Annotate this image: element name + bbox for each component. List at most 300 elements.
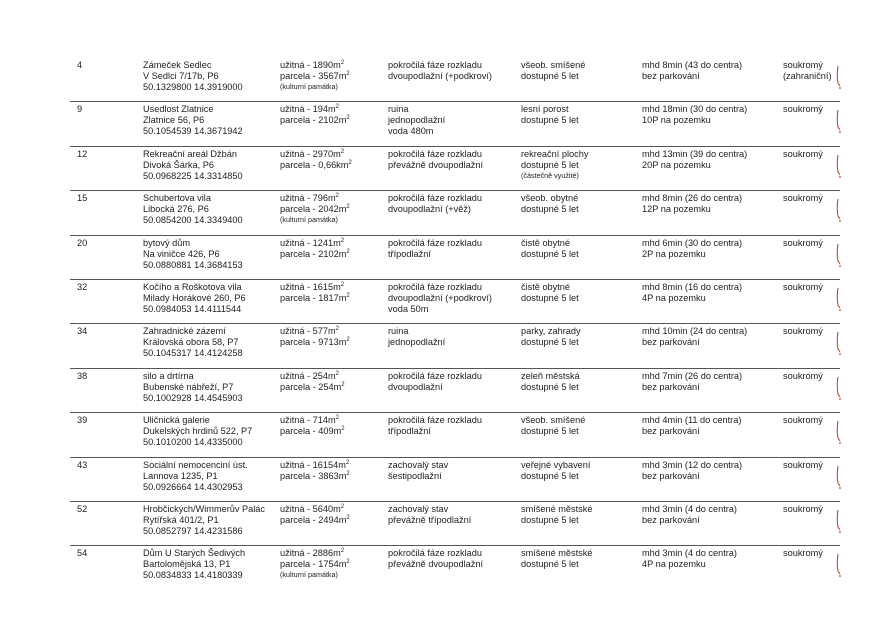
site-name-address: [143, 504, 265, 537]
parcela-area: [280, 204, 350, 215]
ownership: [783, 149, 823, 160]
state-line: pokročilá fáze rozkladu: [388, 237, 482, 248]
site-coordinates: 50.0968225 14.3314850: [143, 170, 243, 181]
land-use: [521, 104, 579, 126]
row-divider: [70, 457, 840, 458]
building-state: [388, 149, 483, 171]
site-id: 4: [77, 60, 83, 70]
row-divider: [70, 146, 840, 147]
site-name: Hrobčických/Wimmerův Palác: [143, 504, 266, 514]
owner-line: (zahraniční): [783, 71, 832, 81]
site-address: V Sedlci 7/17b, P6: [143, 71, 219, 81]
transport-info: [642, 149, 747, 171]
owner-line: soukromý: [783, 104, 823, 115]
state-line: pokročilá fáze rozkladu: [388, 60, 482, 70]
row-divider: [70, 501, 840, 502]
transport-line: mhd 13min (39 do centra): [642, 148, 748, 159]
use-line: zeleň městská: [521, 370, 580, 381]
state-line: jednopodlažní: [388, 115, 446, 126]
area-unit-exponent: 2: [340, 282, 345, 288]
state-line: třípodlažní: [388, 248, 431, 259]
site-coordinates: 50.1045317 14.4124258: [143, 348, 243, 359]
table-row: [70, 238, 840, 282]
uzitna-area: [280, 149, 352, 160]
site-name: Rekreační areál Džbán: [143, 148, 237, 159]
parcela-area: [280, 71, 350, 82]
area-unit-exponent: 2: [348, 159, 352, 166]
use-line: dostupné 5 let: [521, 115, 579, 126]
building-state: [388, 548, 483, 570]
site-address: Zlatnice 56, P6: [143, 115, 205, 126]
site-area: [280, 104, 350, 126]
parcela-area: [280, 293, 350, 304]
uzitna-value: užitná - 16154m: [280, 459, 346, 470]
area-unit-exponent: 2: [335, 415, 340, 422]
parcela-value: parcela - 1754m: [280, 559, 347, 570]
use-line: všeob. smíšené: [521, 415, 586, 426]
parcela-area: [280, 426, 345, 437]
uzitna-value: užitná - 1890m: [280, 60, 341, 70]
site-coordinates: 50.1054539 14.3671942: [143, 126, 243, 137]
red-mark-icon: [836, 153, 842, 179]
site-id: 54: [77, 548, 88, 559]
use-line: veřejné vybavení: [521, 459, 591, 470]
uzitna-area: [280, 60, 350, 71]
transport-line: mhd 3min (4 do centra): [642, 548, 737, 559]
site-coordinates: 50.1010200 14.4335000: [143, 437, 243, 448]
transport-line: bez parkování: [642, 426, 700, 437]
site-area: [280, 149, 352, 171]
state-line: voda 50m: [388, 304, 429, 314]
use-line: smíšené městské: [521, 548, 593, 559]
transport-line: 12P na pozemku: [642, 204, 711, 215]
building-state: [388, 193, 482, 215]
row-divider: [70, 323, 840, 324]
use-line: všeob. obytné: [521, 193, 579, 204]
site-name: bytový dům: [143, 237, 190, 248]
area-unit-exponent: 2: [335, 370, 340, 377]
use-line: dostupné 5 let: [521, 159, 579, 170]
transport-line: bez parkování: [642, 71, 700, 81]
transport-line: 10P na pozemku: [642, 115, 711, 126]
site-area: [280, 60, 350, 92]
red-mark-icon: [836, 64, 842, 90]
transport-line: 4P na pozemku: [642, 559, 706, 570]
building-state: [388, 326, 445, 348]
use-line: dostupné 5 let: [521, 381, 579, 392]
site-area: [280, 371, 345, 393]
site-id: 9: [77, 104, 83, 115]
area-unit-exponent: 2: [335, 326, 340, 333]
use-line: dostupné 5 let: [521, 559, 579, 570]
site-id: 15: [77, 193, 88, 204]
building-state: [388, 371, 482, 393]
transport-info: [642, 60, 742, 82]
parcela-area: [280, 559, 350, 570]
parcela-value: parcela - 0,66km: [280, 159, 349, 170]
area-unit-exponent: 2: [341, 426, 345, 433]
row-divider: [70, 101, 840, 102]
uzitna-value: užitná - 714m: [280, 415, 336, 426]
transport-info: [642, 415, 741, 437]
transport-line: mhd 18min (30 do centra): [642, 104, 748, 115]
use-line: rekreační plochy: [521, 148, 589, 159]
site-area: [280, 504, 350, 526]
transport-line: mhd 3min (4 do centra): [642, 504, 737, 514]
parcela-area: [280, 249, 350, 260]
site-id: 32: [77, 282, 88, 292]
transport-line: mhd 7min (26 do centra): [642, 370, 743, 381]
ownership: [783, 326, 823, 337]
area-unit-exponent: 2: [346, 71, 350, 77]
state-line: pokročilá fáze rozkladu: [388, 148, 482, 159]
area-unit-exponent: 2: [346, 115, 350, 122]
site-name-address: [143, 149, 243, 182]
site-id: 43: [77, 459, 88, 470]
state-line: dvoupodlažní (+podkroví): [388, 71, 492, 81]
land-use: [521, 238, 579, 260]
heritage-note: (kulturní památka): [280, 570, 338, 580]
table-row: [70, 371, 840, 415]
parcela-value: parcela - 254m: [280, 381, 342, 392]
parcela-value: parcela - 2042m: [280, 204, 347, 215]
uzitna-area: [280, 415, 345, 426]
site-name-address: [143, 238, 243, 271]
site-address: Lannova 1235, P1: [143, 470, 218, 481]
use-line: dostupné 5 let: [521, 337, 579, 348]
ownership: [783, 415, 823, 426]
uzitna-area: [280, 104, 350, 115]
ownership: [783, 282, 823, 293]
transport-line: mhd 4min (11 do centra): [642, 415, 742, 426]
site-name: Sociální nemocenciní úst.: [143, 459, 248, 470]
parcela-value: parcela - 2102m: [280, 115, 347, 126]
transport-line: mhd 8min (43 do centra): [642, 60, 743, 70]
transport-info: [642, 193, 742, 215]
site-name-address: [143, 60, 243, 93]
site-area: [280, 415, 345, 437]
building-state: [388, 104, 445, 137]
site-address: Milady Horákové 260, P6: [143, 293, 246, 303]
site-name: Schubertova vila: [143, 193, 211, 204]
uzitna-area: [280, 548, 350, 559]
table-row: [70, 460, 840, 504]
area-unit-exponent: 2: [345, 459, 350, 466]
state-line: pokročilá fáze rozkladu: [388, 282, 482, 292]
use-line: dostupné 5 let: [521, 293, 579, 303]
site-address: Divoká Šárka, P6: [143, 159, 214, 170]
state-line: voda 480m: [388, 126, 434, 137]
state-line: šestipodlažní: [388, 470, 442, 481]
transport-info: [642, 238, 742, 260]
site-name-address: [143, 548, 245, 581]
use-line: čistě obytné: [521, 237, 571, 248]
site-address: Bubenské nábřeží, P7: [143, 381, 234, 392]
site-address: Na viničce 426, P6: [143, 248, 220, 259]
transport-line: mhd 3min (12 do centra): [642, 459, 743, 470]
ownership: [783, 371, 823, 382]
area-unit-exponent: 2: [346, 248, 350, 255]
table-row: [70, 548, 840, 592]
owner-line: soukromý: [783, 415, 823, 426]
parcela-value: parcela - 409m: [280, 426, 342, 437]
land-use: [521, 415, 585, 437]
site-coordinates: 50.0852797 14.4231586: [143, 526, 243, 536]
transport-info: [642, 371, 742, 393]
red-mark-icon: [836, 508, 842, 534]
site-name: Kočího a Roškotova vila: [143, 282, 242, 292]
use-line: všeob. smíšené: [521, 60, 586, 70]
transport-line: 2P na pozemku: [642, 248, 706, 259]
site-name: Zahradnické zázemí: [143, 326, 226, 337]
row-divider: [70, 235, 840, 236]
ownership: [783, 548, 823, 559]
transport-line: mhd 10min (24 do centra): [642, 326, 748, 337]
row-divider: [70, 279, 840, 280]
transport-info: [642, 548, 737, 570]
use-line: dostupné 5 let: [521, 248, 579, 259]
uzitna-area: [280, 193, 350, 204]
site-area: [280, 193, 350, 225]
heritage-note: (kulturní památka): [280, 215, 338, 225]
heritage-note: (kulturní památka): [280, 82, 338, 91]
site-address: Královská obora 58, P7: [143, 337, 239, 348]
row-divider: [70, 368, 840, 369]
ownership: [783, 238, 823, 249]
land-use: [521, 282, 579, 304]
use-line: dostupné 5 let: [521, 204, 579, 215]
row-divider: [70, 412, 840, 413]
state-line: pokročilá fáze rozkladu: [388, 548, 482, 559]
parcela-area: [280, 337, 350, 348]
site-coordinates: 50.0880881 14.3684153: [143, 259, 243, 270]
area-unit-exponent: 2: [335, 193, 340, 200]
red-mark-icon: [836, 464, 842, 490]
site-id: 20: [77, 237, 88, 248]
site-address: Dukelských hrdinů 522, P7: [143, 426, 253, 437]
transport-info: [642, 104, 747, 126]
row-divider: [70, 545, 840, 546]
area-unit-exponent: 2: [340, 60, 345, 66]
site-name-address: [143, 371, 243, 404]
uzitna-area: [280, 504, 350, 515]
row-divider: [70, 190, 840, 191]
state-line: dvoupodlažní (+podkroví): [388, 293, 492, 303]
state-line: pokročilá fáze rozkladu: [388, 193, 482, 204]
uzitna-value: užitná - 796m: [280, 193, 336, 204]
parcela-value: parcela - 3567m: [280, 71, 347, 81]
area-unit-exponent: 2: [346, 293, 350, 299]
table-row: [70, 326, 840, 370]
owner-line: soukromý: [783, 148, 823, 159]
state-line: převážně dvoupodlažní: [388, 159, 484, 170]
site-name: Dům U Starých Šedivých: [143, 548, 246, 559]
site-name: Usedlost Zlatnice: [143, 104, 214, 115]
site-name-address: [143, 282, 246, 315]
state-line: převážně třípodlažní: [388, 515, 472, 525]
owner-line: soukromý: [783, 548, 823, 559]
owner-line: soukromý: [783, 370, 823, 381]
ownership: [783, 460, 823, 471]
site-id: 38: [77, 370, 88, 381]
transport-info: [642, 460, 742, 482]
transport-line: bez parkování: [642, 381, 700, 392]
parcela-value: parcela - 1817m: [280, 293, 347, 303]
site-name: silo a drtírna: [143, 370, 194, 381]
site-coordinates: 50.1002928 14.4545903: [143, 392, 243, 403]
ownership: [783, 104, 823, 115]
transport-line: bez parkování: [642, 470, 700, 481]
table-row: [70, 282, 840, 326]
owner-line: soukromý: [783, 60, 823, 70]
site-coordinates: 50.0984053 14.4111544: [143, 304, 242, 314]
red-mark-icon: [836, 552, 842, 578]
site-coordinates: 50.0926664 14.4302953: [143, 481, 243, 492]
site-name: Uličnická galerie: [143, 415, 210, 426]
use-note: (částečně využité): [521, 170, 579, 180]
table-row: [70, 149, 840, 193]
uzitna-value: užitná - 2886m: [280, 548, 341, 559]
transport-info: [642, 504, 737, 526]
uzitna-area: [280, 282, 350, 293]
site-name-address: [143, 193, 243, 226]
site-address: Bartolomějská 13, P1: [143, 559, 231, 570]
building-state: [388, 238, 482, 260]
building-state: [388, 60, 492, 82]
parcela-area: [280, 160, 352, 171]
transport-line: mhd 8min (26 do centra): [642, 193, 743, 204]
site-name: Zámeček Sedlec: [143, 60, 212, 70]
transport-info: [642, 282, 742, 304]
use-line: čistě obytné: [521, 282, 571, 292]
state-line: dvoupodlažní: [388, 381, 443, 392]
parcela-area: [280, 382, 345, 393]
area-unit-exponent: 2: [335, 104, 340, 111]
state-line: třípodlažní: [388, 426, 431, 437]
use-line: dostupné 5 let: [521, 426, 579, 437]
land-use: [521, 548, 592, 570]
land-use: [521, 149, 588, 181]
red-mark-icon: [836, 108, 842, 134]
transport-line: mhd 8min (16 do centra): [642, 282, 743, 292]
ownership: [783, 60, 832, 82]
state-line: ruina: [388, 326, 409, 337]
area-unit-exponent: 2: [346, 515, 350, 521]
uzitna-area: [280, 238, 350, 249]
building-state: [388, 460, 448, 482]
area-unit-exponent: 2: [346, 470, 350, 477]
site-id: 39: [77, 415, 88, 426]
owner-line: soukromý: [783, 237, 823, 248]
owner-line: soukromý: [783, 193, 823, 204]
uzitna-value: užitná - 577m: [280, 326, 336, 337]
red-mark-icon: [836, 242, 842, 268]
state-line: pokročilá fáze rozkladu: [388, 415, 482, 426]
area-unit-exponent: 2: [340, 504, 345, 510]
area-unit-exponent: 2: [340, 548, 345, 555]
area-unit-exponent: 2: [346, 204, 350, 211]
building-state: [388, 282, 492, 315]
state-line: zachovalý stav: [388, 459, 449, 470]
site-name-address: [143, 415, 252, 448]
uzitna-value: užitná - 5640m: [280, 504, 341, 514]
site-area: [280, 548, 350, 580]
owner-line: soukromý: [783, 282, 823, 292]
use-line: dostupné 5 let: [521, 470, 579, 481]
parcela-area: [280, 471, 350, 482]
use-line: dostupné 5 let: [521, 515, 579, 525]
parcela-value: parcela - 9713m: [280, 337, 347, 348]
state-line: převážně dvoupodlažní: [388, 559, 484, 570]
area-unit-exponent: 2: [346, 559, 350, 566]
ownership: [783, 193, 823, 204]
red-mark-icon: [836, 197, 842, 223]
use-line: parky, zahrady: [521, 326, 581, 337]
table-row: [70, 504, 840, 548]
land-use: [521, 60, 585, 82]
red-mark-icon: [836, 286, 842, 312]
state-line: zachovalý stav: [388, 504, 449, 514]
building-state: [388, 415, 482, 437]
site-coordinates: 50.0854200 14.3349400: [143, 215, 243, 226]
area-unit-exponent: 2: [340, 237, 345, 244]
transport-line: 4P na pozemku: [642, 293, 706, 303]
transport-line: mhd 6min (30 do centra): [642, 237, 743, 248]
site-id: 52: [77, 504, 88, 514]
transport-info: [642, 326, 747, 348]
site-area: [280, 238, 350, 260]
state-line: ruina: [388, 104, 409, 115]
land-use: [521, 326, 581, 348]
area-unit-exponent: 2: [346, 337, 350, 344]
parcela-area: [280, 515, 350, 526]
transport-line: bez parkování: [642, 515, 700, 525]
site-coordinates: 50.1329800 14.3919000: [143, 82, 243, 92]
land-use: [521, 504, 592, 526]
ownership: [783, 504, 823, 515]
parcela-value: parcela - 3863m: [280, 470, 347, 481]
use-line: dostupné 5 let: [521, 71, 579, 81]
site-name-address: [143, 104, 243, 137]
owner-line: soukromý: [783, 504, 823, 514]
uzitna-value: užitná - 254m: [280, 370, 336, 381]
uzitna-area: [280, 371, 345, 382]
uzitna-value: užitná - 1241m: [280, 237, 341, 248]
building-state: [388, 504, 471, 526]
parcela-value: parcela - 2494m: [280, 515, 347, 525]
site-name-address: [143, 326, 243, 359]
red-mark-icon: [836, 330, 842, 356]
land-use: [521, 193, 579, 215]
site-name-address: [143, 460, 248, 493]
site-area: [280, 326, 350, 348]
red-mark-icon: [836, 375, 842, 401]
land-use: [521, 460, 590, 482]
owner-line: soukromý: [783, 459, 823, 470]
owner-line: soukromý: [783, 326, 823, 337]
uzitna-value: užitná - 1615m: [280, 282, 341, 292]
land-use: [521, 371, 580, 393]
parcela-value: parcela - 2102m: [280, 248, 347, 259]
use-line: lesní porost: [521, 104, 569, 115]
state-line: pokročilá fáze rozkladu: [388, 370, 482, 381]
site-id: 34: [77, 326, 88, 337]
site-id: 12: [77, 148, 88, 159]
red-mark-icon: [836, 419, 842, 445]
table-row: [70, 193, 840, 237]
state-line: jednopodlažní: [388, 337, 446, 348]
table-row: [70, 60, 840, 104]
